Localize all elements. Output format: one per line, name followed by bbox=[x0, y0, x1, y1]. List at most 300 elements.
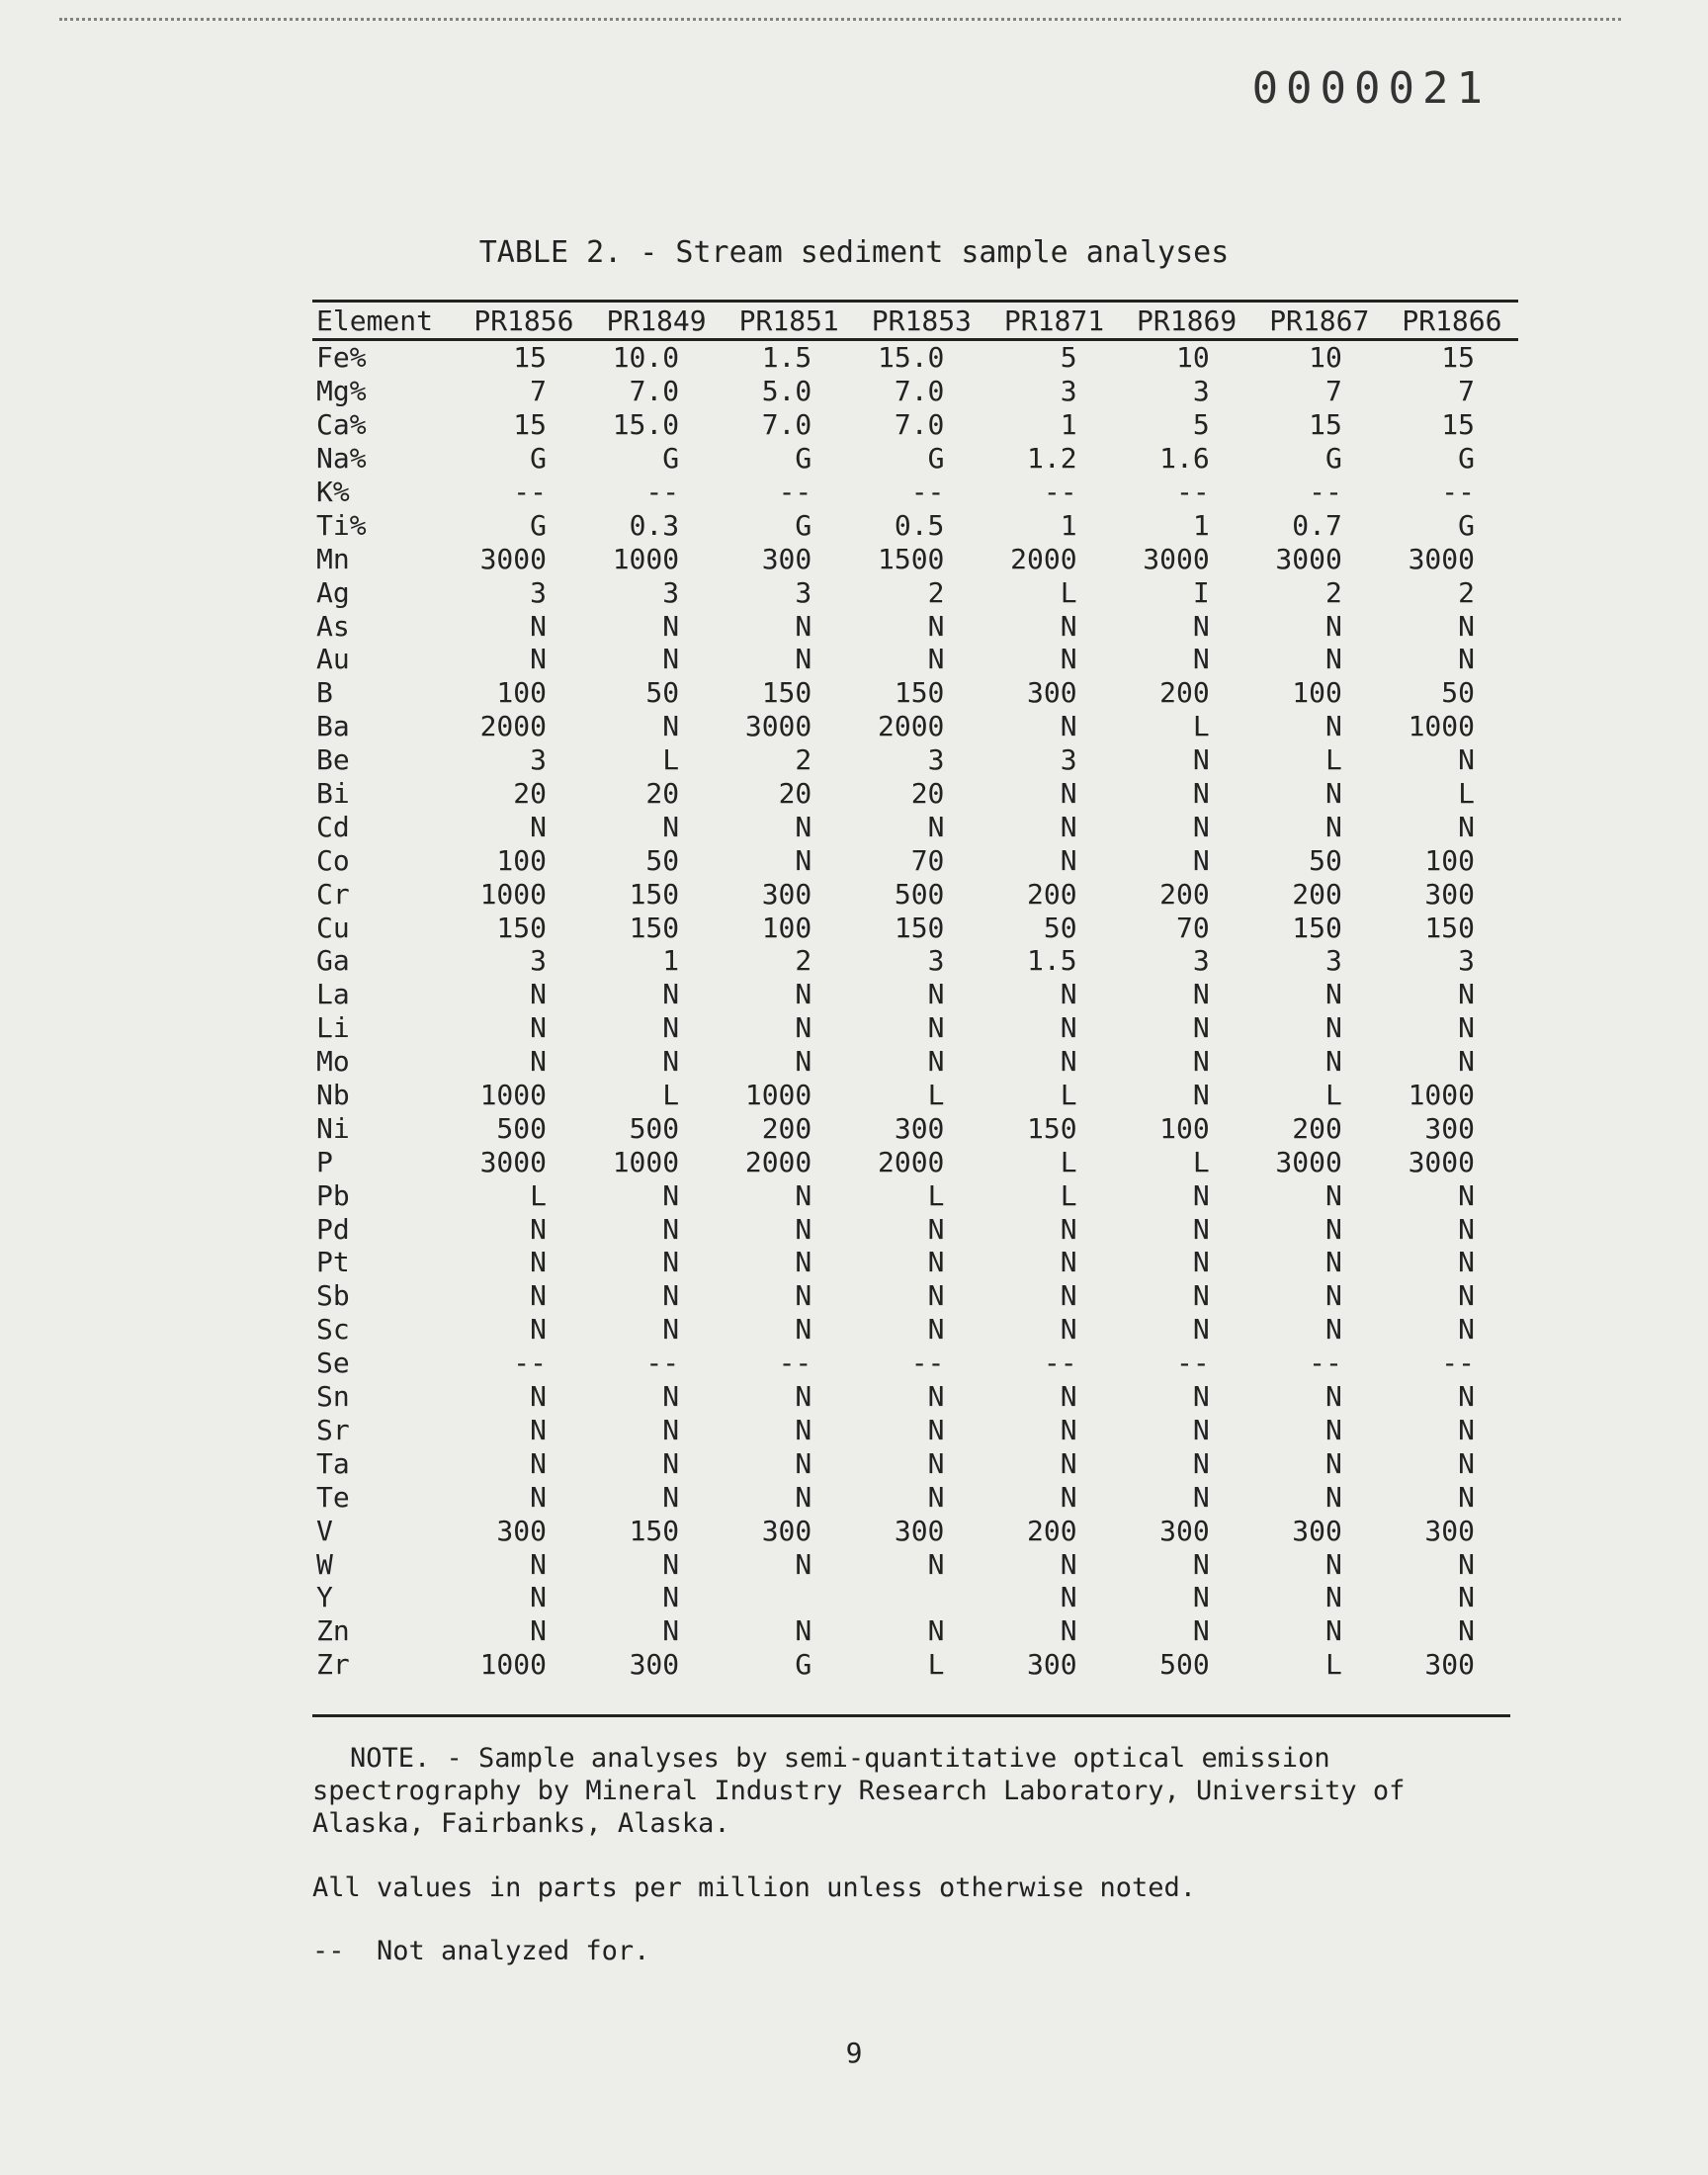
value-cell: 5 bbox=[1192, 408, 1210, 442]
value-cell: N bbox=[1060, 1011, 1077, 1045]
element-name-cell: Mn bbox=[316, 542, 350, 575]
value-cell: L bbox=[1060, 1079, 1077, 1112]
value-cell: 0.3 bbox=[629, 508, 680, 542]
value-cell: 300 bbox=[761, 1514, 812, 1547]
value-cell: N bbox=[1458, 743, 1475, 777]
element-name-cell: Te bbox=[316, 1480, 350, 1514]
value-cell: 15 bbox=[1441, 408, 1475, 442]
value-cell: N bbox=[795, 1614, 812, 1648]
value-cell: 150 bbox=[629, 877, 680, 911]
value-cell: N bbox=[1192, 1614, 1210, 1648]
value-cell: N bbox=[1324, 710, 1342, 743]
value-cell: L bbox=[1324, 1079, 1342, 1112]
value-cell: 15 bbox=[513, 408, 547, 442]
value-cell: N bbox=[530, 1614, 547, 1648]
value-cell: 500 bbox=[496, 1111, 547, 1145]
table-row bbox=[312, 1045, 1518, 1079]
value-cell: 20 bbox=[910, 777, 945, 811]
value-cell: N bbox=[1458, 978, 1475, 1011]
value-cell: 2000 bbox=[877, 1145, 945, 1178]
value-cell: 100 bbox=[496, 843, 547, 877]
value-cell: 100 bbox=[1292, 676, 1342, 710]
value-cell: 1000 bbox=[479, 1648, 547, 1682]
value-cell: N bbox=[1192, 743, 1210, 777]
value-cell: N bbox=[1324, 1313, 1342, 1347]
value-cell: I bbox=[1192, 575, 1210, 609]
value-cell: L bbox=[927, 1079, 945, 1112]
value-cell: -- bbox=[1043, 1347, 1077, 1380]
value-cell: 500 bbox=[1159, 1648, 1210, 1682]
value-cell: 1000 bbox=[1408, 710, 1475, 743]
table-row bbox=[312, 1547, 1518, 1581]
value-cell: 100 bbox=[496, 676, 547, 710]
value-cell: N bbox=[1324, 1279, 1342, 1313]
value-cell: N bbox=[1324, 978, 1342, 1011]
value-cell: -- bbox=[645, 476, 680, 508]
value-cell: L bbox=[1192, 710, 1210, 743]
value-cell: N bbox=[795, 1011, 812, 1045]
value-cell: N bbox=[1324, 777, 1342, 811]
value-cell: 200 bbox=[1292, 877, 1342, 911]
value-cell: N bbox=[1324, 1246, 1342, 1279]
value-cell: N bbox=[1458, 1547, 1475, 1581]
value-cell: 300 bbox=[894, 1514, 945, 1547]
value-cell: 300 bbox=[1159, 1514, 1210, 1547]
value-cell: N bbox=[662, 1380, 680, 1414]
value-cell: N bbox=[1192, 1480, 1210, 1514]
value-cell: 3 bbox=[1458, 944, 1475, 978]
element-name-cell: As bbox=[316, 609, 350, 643]
column-header-sample: PR1853 bbox=[855, 302, 987, 340]
value-cell: N bbox=[1192, 1011, 1210, 1045]
value-cell: L bbox=[1324, 1648, 1342, 1682]
value-cell: N bbox=[927, 810, 945, 843]
table-row bbox=[312, 810, 1518, 843]
value-cell: 150 bbox=[629, 1514, 680, 1547]
value-cell: -- bbox=[1175, 476, 1210, 508]
value-cell: 3 bbox=[927, 944, 945, 978]
table-row bbox=[312, 508, 1518, 542]
units-note: All values in parts per million unless otherwise noted. bbox=[312, 1872, 1197, 1903]
element-name-cell: W bbox=[316, 1547, 333, 1581]
value-cell: 3 bbox=[1192, 944, 1210, 978]
value-cell: N bbox=[1324, 1413, 1342, 1446]
value-cell: N bbox=[662, 978, 680, 1011]
value-cell: N bbox=[1458, 1246, 1475, 1279]
value-cell: N bbox=[795, 1413, 812, 1446]
element-name-cell: Ta bbox=[316, 1446, 350, 1480]
value-cell: 500 bbox=[894, 877, 945, 911]
column-header-sample: PR1869 bbox=[1121, 302, 1253, 340]
value-cell: N bbox=[530, 1313, 547, 1347]
value-cell: 50 bbox=[1441, 676, 1475, 710]
value-cell: N bbox=[1060, 643, 1077, 676]
value-cell: 100 bbox=[1424, 843, 1475, 877]
value-cell: N bbox=[1458, 1279, 1475, 1313]
value-cell: 3 bbox=[662, 575, 680, 609]
value-cell: -- bbox=[513, 476, 547, 508]
value-cell: N bbox=[795, 1178, 812, 1212]
value-cell: N bbox=[530, 1380, 547, 1414]
table-row bbox=[312, 375, 1518, 408]
value-cell: 1.6 bbox=[1159, 442, 1210, 476]
element-name-cell: Cu bbox=[316, 911, 350, 944]
table-row bbox=[312, 911, 1518, 944]
value-cell: N bbox=[795, 810, 812, 843]
value-cell: 2000 bbox=[744, 1145, 812, 1178]
value-cell: N bbox=[1324, 1480, 1342, 1514]
value-cell: 1000 bbox=[1408, 1079, 1475, 1112]
value-cell: 3000 bbox=[1275, 1145, 1342, 1178]
value-cell: 1 bbox=[1060, 408, 1077, 442]
value-cell: N bbox=[1458, 1045, 1475, 1079]
table-row bbox=[312, 1414, 1518, 1447]
value-cell: N bbox=[1060, 710, 1077, 743]
value-cell: 20 bbox=[778, 777, 812, 811]
value-cell: N bbox=[1060, 1480, 1077, 1514]
value-cell: L bbox=[1192, 1145, 1210, 1178]
value-cell: N bbox=[1458, 1380, 1475, 1414]
value-cell: 50 bbox=[645, 676, 680, 710]
element-name-cell: Ba bbox=[316, 710, 350, 743]
value-cell: 3000 bbox=[479, 542, 547, 575]
value-cell: N bbox=[927, 1547, 945, 1581]
value-cell: N bbox=[1458, 1413, 1475, 1446]
value-cell: 150 bbox=[894, 911, 945, 944]
value-cell: N bbox=[530, 1212, 547, 1246]
page-number: 9 bbox=[845, 2037, 863, 2069]
value-cell: 70 bbox=[1175, 911, 1210, 944]
value-cell: 2 bbox=[795, 944, 812, 978]
value-cell: N bbox=[662, 1279, 680, 1313]
value-cell: 150 bbox=[629, 911, 680, 944]
value-cell: N bbox=[1192, 1380, 1210, 1414]
value-cell: N bbox=[1192, 1212, 1210, 1246]
value-cell: N bbox=[1060, 810, 1077, 843]
element-name-cell: Cr bbox=[316, 877, 350, 911]
value-cell: N bbox=[795, 1045, 812, 1079]
value-cell: N bbox=[1458, 1581, 1475, 1614]
value-cell: N bbox=[1060, 1045, 1077, 1079]
value-cell: G bbox=[795, 1648, 812, 1682]
value-cell: 300 bbox=[761, 542, 812, 575]
table-row bbox=[312, 542, 1518, 575]
value-cell: 1 bbox=[1192, 508, 1210, 542]
value-cell: N bbox=[927, 609, 945, 643]
value-cell: N bbox=[530, 1480, 547, 1514]
value-cell: N bbox=[795, 1246, 812, 1279]
table-row bbox=[312, 1648, 1518, 1682]
value-cell: 1000 bbox=[612, 542, 680, 575]
value-cell: N bbox=[927, 1413, 945, 1446]
value-cell: 300 bbox=[1424, 1648, 1475, 1682]
value-cell: N bbox=[662, 1446, 680, 1480]
value-cell: 3 bbox=[530, 743, 547, 777]
value-cell: 2 bbox=[1458, 575, 1475, 609]
value-cell: 7 bbox=[1458, 375, 1475, 408]
value-cell: 150 bbox=[1292, 911, 1342, 944]
value-cell: N bbox=[530, 1581, 547, 1614]
value-cell: L bbox=[1060, 1145, 1077, 1178]
value-cell: N bbox=[927, 1380, 945, 1414]
table-row bbox=[312, 877, 1518, 911]
value-cell: N bbox=[662, 1480, 680, 1514]
value-cell: N bbox=[1192, 777, 1210, 811]
element-name-cell: Zn bbox=[316, 1614, 350, 1648]
table-row bbox=[312, 843, 1518, 877]
value-cell: N bbox=[927, 1045, 945, 1079]
element-name-cell: Ga bbox=[316, 944, 350, 978]
table-row bbox=[312, 1246, 1518, 1279]
value-cell: 2000 bbox=[479, 710, 547, 743]
value-cell: 150 bbox=[761, 676, 812, 710]
value-cell: 200 bbox=[1026, 877, 1077, 911]
value-cell: 150 bbox=[1026, 1111, 1077, 1145]
value-cell bbox=[855, 1581, 987, 1614]
value-cell: 150 bbox=[496, 911, 547, 944]
value-cell: N bbox=[662, 710, 680, 743]
value-cell: N bbox=[1060, 978, 1077, 1011]
value-cell: 1000 bbox=[744, 1079, 812, 1112]
table-row bbox=[312, 1347, 1518, 1380]
table-row bbox=[312, 476, 1518, 509]
value-cell: 7 bbox=[1324, 375, 1342, 408]
table-row bbox=[312, 944, 1518, 978]
table-row bbox=[312, 609, 1518, 643]
value-cell: N bbox=[1458, 1446, 1475, 1480]
table-row bbox=[312, 575, 1518, 609]
value-cell: N bbox=[1192, 1079, 1210, 1112]
value-cell: N bbox=[927, 1279, 945, 1313]
value-cell: N bbox=[1060, 1547, 1077, 1581]
value-cell: 20 bbox=[645, 777, 680, 811]
value-cell: G bbox=[795, 508, 812, 542]
value-cell: 300 bbox=[1026, 676, 1077, 710]
value-cell: N bbox=[1060, 1279, 1077, 1313]
value-cell: N bbox=[1324, 1045, 1342, 1079]
table-row bbox=[312, 1581, 1518, 1614]
value-cell: N bbox=[1324, 1581, 1342, 1614]
value-cell: L bbox=[530, 1178, 547, 1212]
value-cell: N bbox=[1458, 1480, 1475, 1514]
value-cell: 5 bbox=[1060, 341, 1077, 375]
element-name-cell: Ti% bbox=[316, 508, 367, 542]
value-cell: N bbox=[795, 1313, 812, 1347]
value-cell: N bbox=[1192, 1581, 1210, 1614]
element-name-cell: Sr bbox=[316, 1413, 350, 1446]
value-cell: N bbox=[1192, 1246, 1210, 1279]
table-row bbox=[312, 1011, 1518, 1045]
table-header-row bbox=[312, 302, 1518, 340]
value-cell: 2000 bbox=[1010, 542, 1077, 575]
table-body bbox=[312, 340, 1518, 1682]
table-row bbox=[312, 1446, 1518, 1480]
value-cell: N bbox=[530, 1446, 547, 1480]
value-cell: G bbox=[530, 442, 547, 476]
value-cell: N bbox=[530, 1011, 547, 1045]
table-row bbox=[312, 1614, 1518, 1648]
value-cell: N bbox=[530, 810, 547, 843]
value-cell: 2 bbox=[795, 743, 812, 777]
value-cell: 300 bbox=[629, 1648, 680, 1682]
value-cell: N bbox=[795, 643, 812, 676]
table-row bbox=[312, 777, 1518, 811]
table-row bbox=[312, 1514, 1518, 1547]
value-cell: 10 bbox=[1175, 341, 1210, 375]
element-name-cell: Na% bbox=[316, 442, 367, 476]
element-name-cell: Sc bbox=[316, 1313, 350, 1347]
value-cell: N bbox=[1060, 1614, 1077, 1648]
value-cell: N bbox=[1060, 1380, 1077, 1414]
value-cell: -- bbox=[513, 1347, 547, 1380]
value-cell: N bbox=[1458, 1313, 1475, 1347]
value-cell: -- bbox=[910, 476, 945, 508]
table-row bbox=[312, 978, 1518, 1011]
value-cell: N bbox=[1324, 1178, 1342, 1212]
value-cell: 70 bbox=[910, 843, 945, 877]
table-row bbox=[312, 408, 1518, 442]
value-cell: N bbox=[1324, 810, 1342, 843]
table-row bbox=[312, 340, 1518, 375]
value-cell: N bbox=[530, 609, 547, 643]
value-cell: N bbox=[1324, 609, 1342, 643]
value-cell: 15 bbox=[1441, 341, 1475, 375]
element-name-cell: Bi bbox=[316, 777, 350, 811]
value-cell: N bbox=[927, 1614, 945, 1648]
value-cell: N bbox=[1458, 1011, 1475, 1045]
value-cell: N bbox=[530, 1547, 547, 1581]
value-cell: N bbox=[795, 1446, 812, 1480]
element-name-cell: Pd bbox=[316, 1212, 350, 1246]
value-cell: 0.5 bbox=[894, 508, 945, 542]
value-cell: 3000 bbox=[1408, 542, 1475, 575]
value-cell: -- bbox=[645, 1347, 680, 1380]
element-name-cell: Cd bbox=[316, 810, 350, 843]
value-cell: 200 bbox=[1159, 877, 1210, 911]
value-cell: -- bbox=[778, 476, 812, 508]
value-cell: G bbox=[1458, 508, 1475, 542]
value-cell: 15.0 bbox=[612, 408, 680, 442]
value-cell: -- bbox=[1043, 476, 1077, 508]
value-cell: -- bbox=[1441, 476, 1475, 508]
value-cell: 2 bbox=[927, 575, 945, 609]
value-cell: N bbox=[1192, 609, 1210, 643]
value-cell: 300 bbox=[1424, 1514, 1475, 1547]
value-cell: N bbox=[1324, 1547, 1342, 1581]
value-cell: N bbox=[662, 1246, 680, 1279]
value-cell: N bbox=[1458, 1178, 1475, 1212]
value-cell: N bbox=[795, 1212, 812, 1246]
value-cell: 300 bbox=[496, 1514, 547, 1547]
value-cell: N bbox=[1192, 843, 1210, 877]
table-row bbox=[312, 1111, 1518, 1145]
value-cell: N bbox=[1458, 643, 1475, 676]
legend-note: -- Not analyzed for. bbox=[312, 1936, 650, 1966]
value-cell: 3000 bbox=[1143, 542, 1210, 575]
table-row bbox=[312, 1279, 1518, 1313]
value-cell: 3 bbox=[530, 944, 547, 978]
value-cell: 300 bbox=[761, 877, 812, 911]
value-cell: L bbox=[927, 1648, 945, 1682]
element-name-cell: Nb bbox=[316, 1079, 350, 1112]
value-cell: N bbox=[1192, 810, 1210, 843]
value-cell: 3 bbox=[530, 575, 547, 609]
value-cell: 300 bbox=[1026, 1648, 1077, 1682]
value-cell: L bbox=[662, 743, 680, 777]
value-cell: N bbox=[927, 1480, 945, 1514]
value-cell: N bbox=[927, 978, 945, 1011]
value-cell: N bbox=[927, 1212, 945, 1246]
value-cell: N bbox=[1192, 1279, 1210, 1313]
value-cell: N bbox=[1458, 609, 1475, 643]
value-cell: 0.7 bbox=[1292, 508, 1342, 542]
value-cell: 200 bbox=[1026, 1514, 1077, 1547]
value-cell: N bbox=[927, 1246, 945, 1279]
value-cell: 3 bbox=[795, 575, 812, 609]
value-cell: N bbox=[795, 1279, 812, 1313]
value-cell: 15 bbox=[513, 341, 547, 375]
value-cell: -- bbox=[910, 1347, 945, 1380]
value-cell: G bbox=[1458, 442, 1475, 476]
element-name-cell: K% bbox=[316, 476, 350, 508]
value-cell: 7.0 bbox=[629, 375, 680, 408]
sample-analyses-table bbox=[312, 300, 1518, 1682]
value-cell: 20 bbox=[513, 777, 547, 811]
value-cell: 200 bbox=[1292, 1111, 1342, 1145]
value-cell: N bbox=[1060, 1313, 1077, 1347]
value-cell: N bbox=[530, 1246, 547, 1279]
value-cell: 300 bbox=[894, 1111, 945, 1145]
value-cell: 1.5 bbox=[1026, 944, 1077, 978]
element-name-cell: Zr bbox=[316, 1648, 350, 1682]
value-cell: 7.0 bbox=[894, 408, 945, 442]
value-cell: N bbox=[927, 1446, 945, 1480]
value-cell: L bbox=[1458, 777, 1475, 811]
value-cell: N bbox=[1060, 1581, 1077, 1614]
value-cell: N bbox=[1192, 1313, 1210, 1347]
element-name-cell: Sb bbox=[316, 1279, 350, 1313]
element-name-cell: Pb bbox=[316, 1178, 350, 1212]
value-cell: 3000 bbox=[744, 710, 812, 743]
element-name-cell: Fe% bbox=[316, 341, 367, 375]
column-header-sample: PR1867 bbox=[1253, 302, 1386, 340]
value-cell: N bbox=[1060, 777, 1077, 811]
value-cell: -- bbox=[1309, 1347, 1342, 1380]
value-cell: 150 bbox=[1424, 911, 1475, 944]
value-cell: N bbox=[662, 643, 680, 676]
value-cell: N bbox=[1324, 1446, 1342, 1480]
value-cell: -- bbox=[1441, 1347, 1475, 1380]
value-cell: N bbox=[795, 978, 812, 1011]
value-cell: 1000 bbox=[479, 1079, 547, 1112]
value-cell: N bbox=[662, 810, 680, 843]
value-cell: N bbox=[1192, 1178, 1210, 1212]
element-name-cell: Li bbox=[316, 1011, 350, 1045]
value-cell: -- bbox=[1309, 476, 1342, 508]
value-cell: 7 bbox=[530, 375, 547, 408]
column-header-element: Element bbox=[312, 302, 458, 340]
value-cell: 50 bbox=[1309, 843, 1342, 877]
value-cell: N bbox=[927, 1313, 945, 1347]
value-cell: N bbox=[795, 1547, 812, 1581]
table-row bbox=[312, 1212, 1518, 1246]
value-cell: L bbox=[1060, 575, 1077, 609]
value-cell: G bbox=[927, 442, 945, 476]
element-name-cell: Mg% bbox=[316, 375, 367, 408]
table-row bbox=[312, 442, 1518, 476]
table-title: TABLE 2. - Stream sediment sample analyses bbox=[478, 235, 1230, 270]
value-cell: N bbox=[662, 1547, 680, 1581]
